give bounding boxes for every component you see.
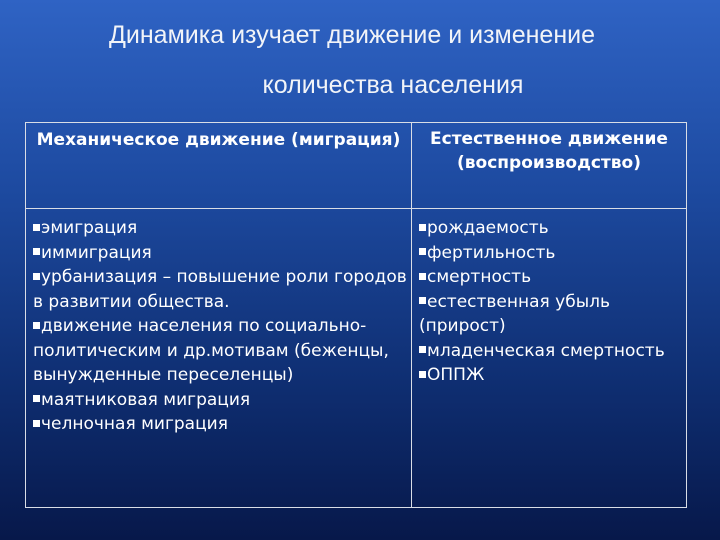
header-natural-movement: Естественное движение (воспроизводство) (412, 123, 687, 209)
square-bullet-icon (419, 346, 426, 353)
square-bullet-icon (33, 395, 40, 402)
list-item: урбанизация – повышение роли городов в развитии общества. (33, 267, 407, 312)
title-line-1: Динамика изучает движение и изменение (108, 21, 596, 49)
square-bullet-icon (33, 273, 40, 280)
list-item: смертность (419, 265, 682, 290)
list-item: маятниковая миграция (33, 388, 407, 413)
mechanical-movement-list (33, 216, 407, 437)
list-item: рождаемость (419, 216, 682, 241)
square-bullet-icon (419, 248, 426, 255)
list-item: движение населения по социально-политическим и др.мотивам (беженцы, вынужденные переселенцы) (33, 316, 389, 385)
list-item: челночная миграция (33, 412, 407, 437)
square-bullet-icon (419, 224, 426, 231)
slide-title (0, 10, 720, 110)
square-bullet-icon (33, 322, 40, 329)
natural-movement-list (419, 216, 682, 388)
square-bullet-icon (419, 371, 426, 378)
list-item: естественная убыль (прирост) (419, 291, 611, 336)
comparison-table (25, 122, 687, 508)
list-item: фертильность (419, 241, 682, 266)
list-item: младенческая смертность (419, 339, 682, 364)
square-bullet-icon (33, 224, 40, 231)
square-bullet-icon (419, 297, 426, 304)
square-bullet-icon (419, 273, 426, 280)
header-mechanical-movement: Механическое движение (миграция) (26, 123, 412, 209)
square-bullet-icon (33, 248, 40, 255)
table-header-row (26, 123, 687, 209)
list-item: эмиграция (33, 216, 407, 241)
natural-movement-cell (412, 209, 687, 508)
title-line-2: количества населения (262, 71, 524, 99)
list-item: иммиграция (33, 241, 407, 266)
mechanical-movement-cell (26, 209, 412, 508)
list-item: ОППЖ (419, 363, 682, 388)
square-bullet-icon (33, 420, 40, 427)
table-body-row (26, 209, 687, 508)
